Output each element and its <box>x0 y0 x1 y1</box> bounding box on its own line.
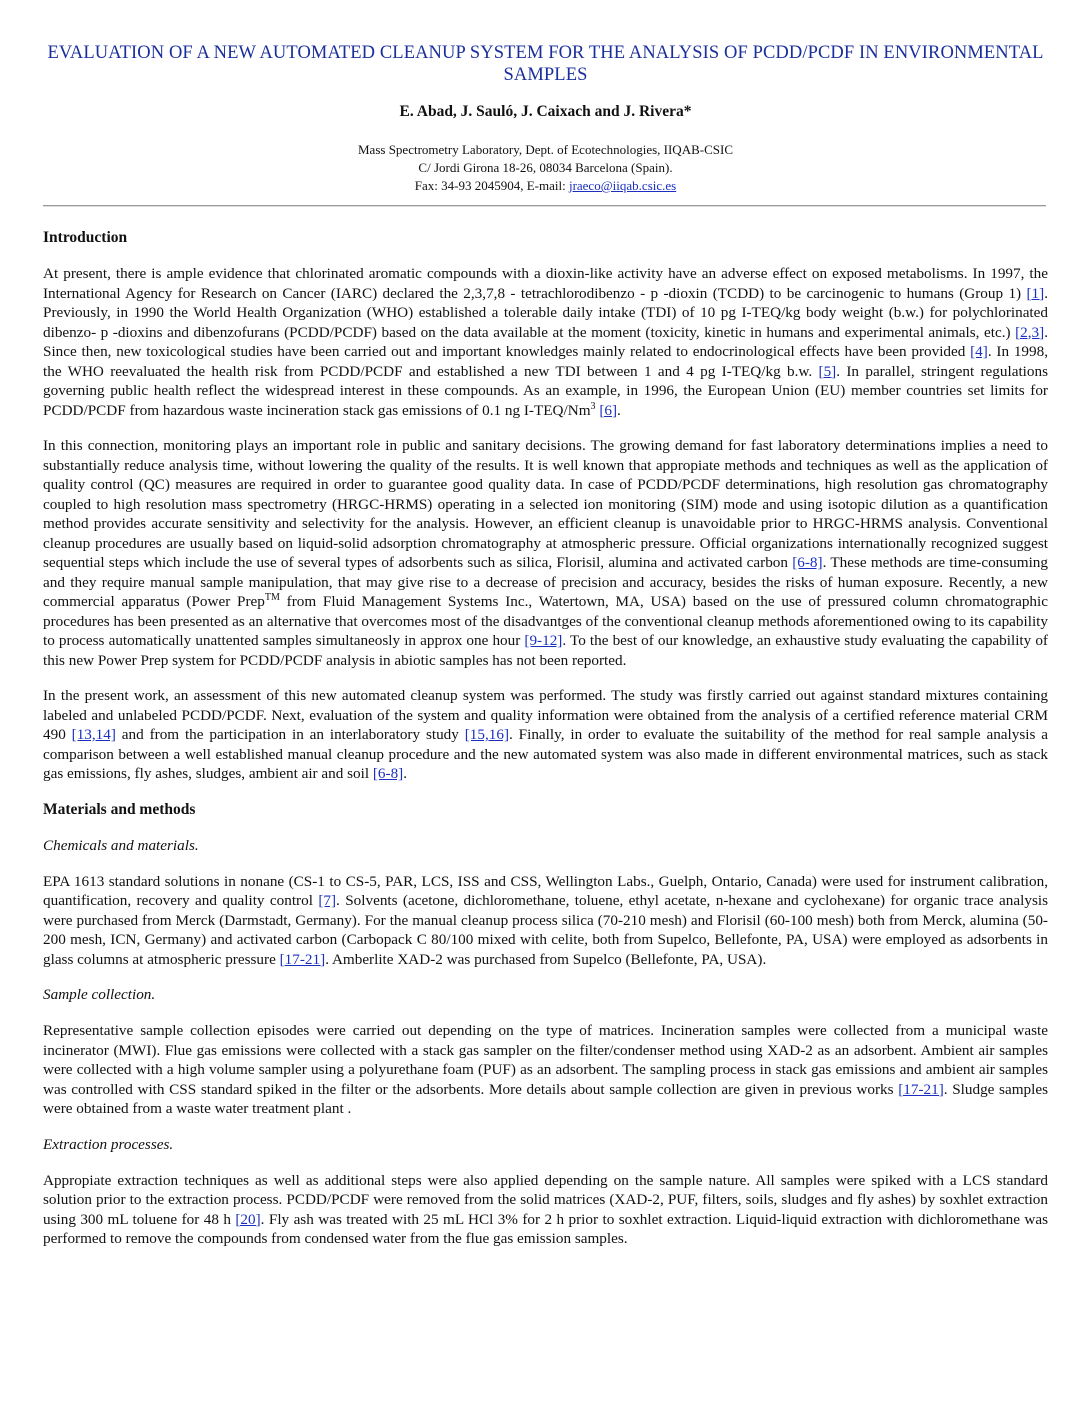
paragraph: In this connection, monitoring plays an important role in public and sanitary decisions. The growing demand for fast laboratory determinations implies a need to substantially reduce analysis time, without lowering the quality of the results. It is well known that appropiate methods and techniques as well as the application of quality control (QC) measures are required in order to guarantee good quality data. In case of PCDD/PCDF determinations, high resolution gas chromatography coupled to high resolution mass spectrometry (HRGC-HRMS) operating in a selected ion monitoring (SIM) mode and using isotopic dilution as a quantification method provides accurate sensitivity and selectivity for the analysis. However, an efficient cleanup is unavoidable prior to HRGC-HRMS analysis. Conventional cleanup procedures are usually based on liquid-solid adsorption chromatography at atmospheric pressure. Official organizations internationally recognized suggest sequential steps which include the use of several types of adsorbents such as silica, Florisil, alumina and activated carbon [6-8]. These methods are time-consuming and they require manual sample manipulation, that may give rise to a decrease of precision and accuracy, besides the risks of human exposure. Recently, a new commercial apparatus (Power Prep™ from Fluid Management Systems Inc., Watertown, MA, USA) based on the use of pressured column chromatographic procedures has been presented as an alternative that overcomes most of the disadvantges of the conventional cleanup methods aforementioned owing to its capability to process automatically unattented samples simultaneosly in approx one hour [9-12]. To the best of our knowledge, an exhaustive study evaluating the capability of this new Power Prep system for PCDD/PCDF analysis in abiotic samples has not been reported. <box>43 437 1048 669</box>
citation-link[interactable]: [4] <box>970 343 988 360</box>
citation-link[interactable]: [1] <box>1026 284 1045 302</box>
citation-link[interactable]: [17-21] <box>898 1080 944 1098</box>
section-heading-materials-methods: Materials and methods <box>43 800 196 818</box>
affiliation-block <box>43 141 1048 195</box>
header-divider <box>43 205 1046 207</box>
citation-link[interactable]: [6-8] <box>372 765 404 782</box>
paragraph: Representative sample collection episodes were carried out depending on the type of matrices. Incineration samples were collected from a municipal waste incinerator (MWI). Flue gas emissions were collected with a stack gas sampler on the filter/condenser method using XAD-2 as an adsorbent. Ambient air samples were collected with a high volume sampler using a polyurethane foam (PUF) as an adsorbent. The sampling process in stack gas emissions and ambient air samples was controlled with CSS standard spiked in the filter or the adsorbents. More details about sample collection are given in previous works [17-21]. Sludge samples were obtained from a waste water treatment plant . <box>43 1022 1048 1117</box>
citation-link[interactable]: [20] <box>235 1210 261 1228</box>
fax-text: Fax: 34-93 2045904, E-mail: <box>414 178 569 193</box>
affiliation-line: Mass Spectrometry Laboratory, Dept. of Ecotechnologies, IIQAB-CSIC <box>358 142 733 157</box>
citation-link[interactable]: [6-8] <box>792 554 823 571</box>
email-link[interactable]: jraeco@iiqab.csic.es <box>568 178 677 193</box>
subsection-heading-extraction: Extraction processes. <box>43 1135 174 1153</box>
paragraph: At present, there is ample evidence that chlorinated aromatic compounds with a dioxin-like activity have an adverse effect on exposed metabolisms. In 1997, the International Agency for Research on Cancer (IARC) declared the 2,3,7,8 - tetrachlorodibenzo - p -dioxin (TCDD) to be carcinogenic to humans (Group 1) [1]. Previously, in 1990 the World Health Organization (WHO) established a tolerable daily intake (TDI) of 10 pg I-TEQ/kg body weight (b.w.) for polychlorinated dibenzo- p -dioxins and dibenzofurans (PCDD/PCDF) based on the data available at the moment (toxicity, kinetic in humans and experimental animals, etc.) [2,3]. Since then, new toxicological studies have been carried out and important knowledges mainly related to endocrinological effects have been provided [4]. In 1998, the WHO reevaluated the health risk from PCDD/PCDF and established a new TDI between 1 and 4 pg I-TEQ/kg b.w. [5]. In parallel, stringent regulations governing public health reflect the widespread interest in these compounds. As an example, in 1996, the European Union (EU) member countries set limits for PCDD/PCDF from hazardous waste incineration stack gas emissions of 0.1 ng I-TEQ/Nm$^3$ [6]. <box>43 265 1048 419</box>
paper-body <box>43 228 1048 1249</box>
paper-title: EVALUATION OF A NEW AUTOMATED CLEANUP SYSTEM FOR THE ANALYSIS OF PCDD/PCDF IN ENVIRONMENTAL SAMPLES <box>47 43 1044 85</box>
paragraph: In the present work, an assessment of this new automated cleanup system was performed. The study was firstly carried out against standard mixtures containing labeled and unlabeled PCDD/PCDF. Next, evaluation of the system and quality information were obtained from the analysis of a certified reference material CRM 490 [13,14] and from the participation in an interlaboratory study [15,16]. Finally, in order to evaluate the suitability of the method for real sample analysis a comparison between a well established manual cleanup procedure and the new automated system was also made in different environmental matrices, such as stack gas emissions, fly ashes, sludges, ambient air and soil [6-8]. <box>43 687 1049 782</box>
citation-link[interactable]: [17-21] <box>279 950 326 968</box>
paragraph: EPA 1613 standard solutions in nonane (CS-1 to CS-5, PAR, LCS, ISS and CSS, Wellington Labs., Guelph, Ontario, Canada) were used for instrument calibration, quantification, recovery and quality control [7]. Solvents (acetone, dichloromethane, toluene, ethyl acetate, n-hexane and cyclohexane) for organic trace analysis were purchased from Merck (Darmstadt, Germany). For the manual cleanup process silica (70-210 mesh) and Florisil (60-100 mesh) both from Merck, alumina (50-200 mesh, ICN, Germany) and activated carbon (Carbopack C 80/100 mixed with celite, both from Supelco, Bellefonte, PA, USA) were employed as adsorbents in glass columns at atmospheric pressure [17-21]. Amberlite XAD-2 was purchased from Supelco (Bellefonte, PA, USA). <box>43 872 1048 968</box>
citation-link[interactable]: [5] <box>818 362 837 380</box>
citation-link[interactable]: [13,14] <box>71 726 116 743</box>
address-line: C/ Jordi Girona 18-26, 08034 Barcelona (Spain). <box>418 160 673 175</box>
citation-link[interactable]: [6] <box>599 401 618 419</box>
subsection-heading-chemicals: Chemicals and materials. <box>43 836 199 854</box>
paragraph: Appropiate extraction techniques as well as additional steps were also applied depending on the sample nature. All samples were spiked with a LCS standard solution prior to the extraction process. PCDD/PCDF were removed from the solid matrices (XAD-2, PUF, filters, soils, sludges and fly ashes) by soxhlet extraction using 300 mL toluene for 48 h [20]. Fly ash was treated with 25 mL HCl 3% for 2 h prior to soxhlet extraction. Liquid-liquid extraction with dichloromethane was performed to remove the compounds from condensed water from the flue gas emission samples. <box>43 1171 1048 1247</box>
citation-link[interactable]: [2,3] <box>1015 323 1045 341</box>
citation-link[interactable]: [9-12] <box>524 632 563 649</box>
citation-link[interactable]: [15,16] <box>464 726 510 743</box>
citation-link[interactable]: [7] <box>318 892 337 909</box>
section-heading-introduction: Introduction <box>43 229 128 246</box>
contact-line <box>43 177 1048 195</box>
author-list: E. Abad, J. Sauló, J. Caixach and J. Rivera* <box>399 103 692 120</box>
subsection-heading-sample-collection: Sample collection. <box>43 986 156 1003</box>
